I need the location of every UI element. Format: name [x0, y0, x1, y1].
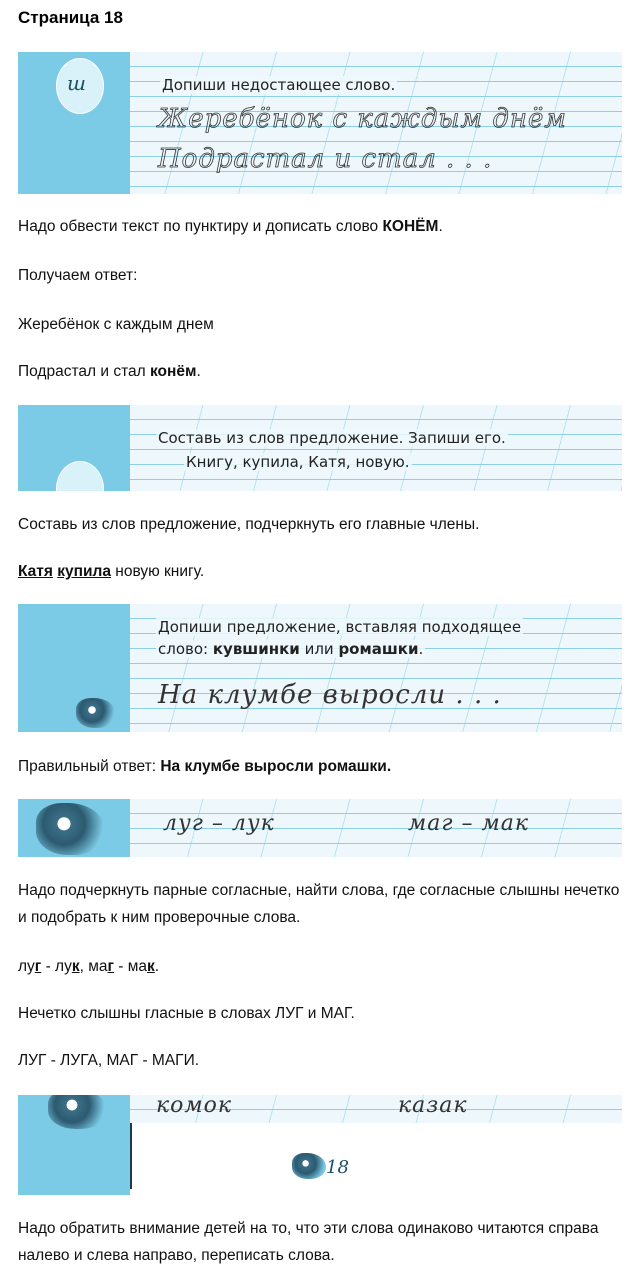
- predicate-word: купила: [57, 563, 111, 580]
- paragraph-4: [18, 358, 622, 385]
- bird-icon: [48, 1095, 108, 1129]
- balloon-icon: [56, 58, 104, 114]
- p7-text: Правильный ответ:: [18, 758, 161, 775]
- p1-end: .: [438, 218, 443, 235]
- subject-word: Катя: [18, 563, 53, 580]
- task2-lines: [130, 405, 622, 491]
- task4-margin: [18, 799, 130, 857]
- paragraph-9: [18, 953, 622, 980]
- task4-pair2: маг – мак: [408, 811, 529, 836]
- p6-rest: новую книгу.: [110, 563, 205, 580]
- task3-word2: ромашки: [338, 640, 419, 658]
- p4-text: Подрастал и стал: [18, 363, 150, 380]
- p9-a8: к: [147, 958, 155, 975]
- task3-or: или: [299, 640, 339, 658]
- owl-icon: [76, 698, 116, 728]
- task5-margin: [18, 1095, 130, 1195]
- task1-margin: [18, 52, 130, 194]
- p7-bold: На клумбе выросли ромашки.: [160, 758, 392, 775]
- page-title: Страница 18: [18, 8, 123, 27]
- mascot-icon: [292, 1153, 326, 1179]
- p9-a2: г: [34, 958, 42, 975]
- p9-a9: .: [154, 958, 160, 975]
- page-number: 18: [326, 1157, 349, 1178]
- task1-instruction: Допиши недостающее слово.: [162, 76, 396, 94]
- task1-line1: Жеребёнок с каждым днём: [158, 104, 567, 134]
- task2-instruction: Составь из слов предложение. Запиши его.: [158, 429, 506, 447]
- task3-instruction-line1: Допиши предложение, вставляя подходящее: [158, 618, 522, 636]
- p9-a6: г: [107, 958, 114, 975]
- paragraph-2: Получаем ответ:: [18, 267, 138, 284]
- p9-a3: - лу: [41, 958, 72, 975]
- task1-image: [18, 52, 622, 194]
- task3-image: [18, 604, 622, 732]
- task5-word1: комок: [156, 1095, 233, 1118]
- p4-end: .: [196, 363, 201, 380]
- task5-image: [18, 1095, 622, 1195]
- paragraph-1: [18, 213, 622, 240]
- paragraph-10: Нечетко слышны гласные в словах ЛУГ и МАГ.: [18, 1005, 355, 1022]
- task3-pre: слово:: [158, 640, 213, 658]
- task4-pair1: луг – лук: [163, 811, 275, 836]
- p1-bold: КОНЁМ: [382, 218, 439, 235]
- task1-line2: Подрастал и стал . . .: [158, 144, 493, 174]
- task3-margin: [18, 604, 130, 732]
- bird-icon: [36, 803, 106, 855]
- task3-instruction-line2: [156, 640, 425, 658]
- paragraph-5: Составь из слов предложение, подчеркнуть его главные члены.: [18, 516, 480, 533]
- task4-image: [18, 799, 622, 857]
- p9-a1: лу: [18, 958, 35, 975]
- p9-a4: к: [71, 958, 80, 975]
- task3-word1: кувшинки: [212, 640, 300, 658]
- ruler-mark: [130, 1123, 132, 1189]
- paragraph-11: ЛУГ - ЛУГА, МАГ - МАГИ.: [18, 1052, 200, 1069]
- task3-end: .: [418, 640, 424, 658]
- paragraph-6: [18, 558, 622, 585]
- paragraph-7: [18, 753, 622, 780]
- p1-text: Надо обвести текст по пунктиру и дописать слово: [18, 218, 383, 235]
- p4-bold: конём: [149, 363, 197, 380]
- paragraph-3: Жеребёнок с каждым днем: [18, 316, 214, 333]
- task3-line: На клумбе выросли . . .: [158, 680, 502, 710]
- paragraph-12: Надо обратить внимание детей на то, что эти слова одинаково читаются справа налево и слева направо, переписать слова.: [18, 1220, 599, 1264]
- balloon-letter: ш: [67, 71, 86, 95]
- task2-image: [18, 405, 622, 491]
- p9-a5: , ма: [79, 958, 108, 975]
- task5-word2: казак: [398, 1095, 468, 1118]
- task2-margin: [18, 405, 130, 491]
- balloon-icon: [56, 461, 104, 491]
- task2-words: Книгу, купила, Катя, новую.: [186, 453, 410, 471]
- paragraph-8: Надо подчеркнуть парные согласные, найти слова, где согласные слышны нечетко и подобрать к ним проверочные слова.: [18, 882, 620, 926]
- p9-a7: - ма: [113, 958, 148, 975]
